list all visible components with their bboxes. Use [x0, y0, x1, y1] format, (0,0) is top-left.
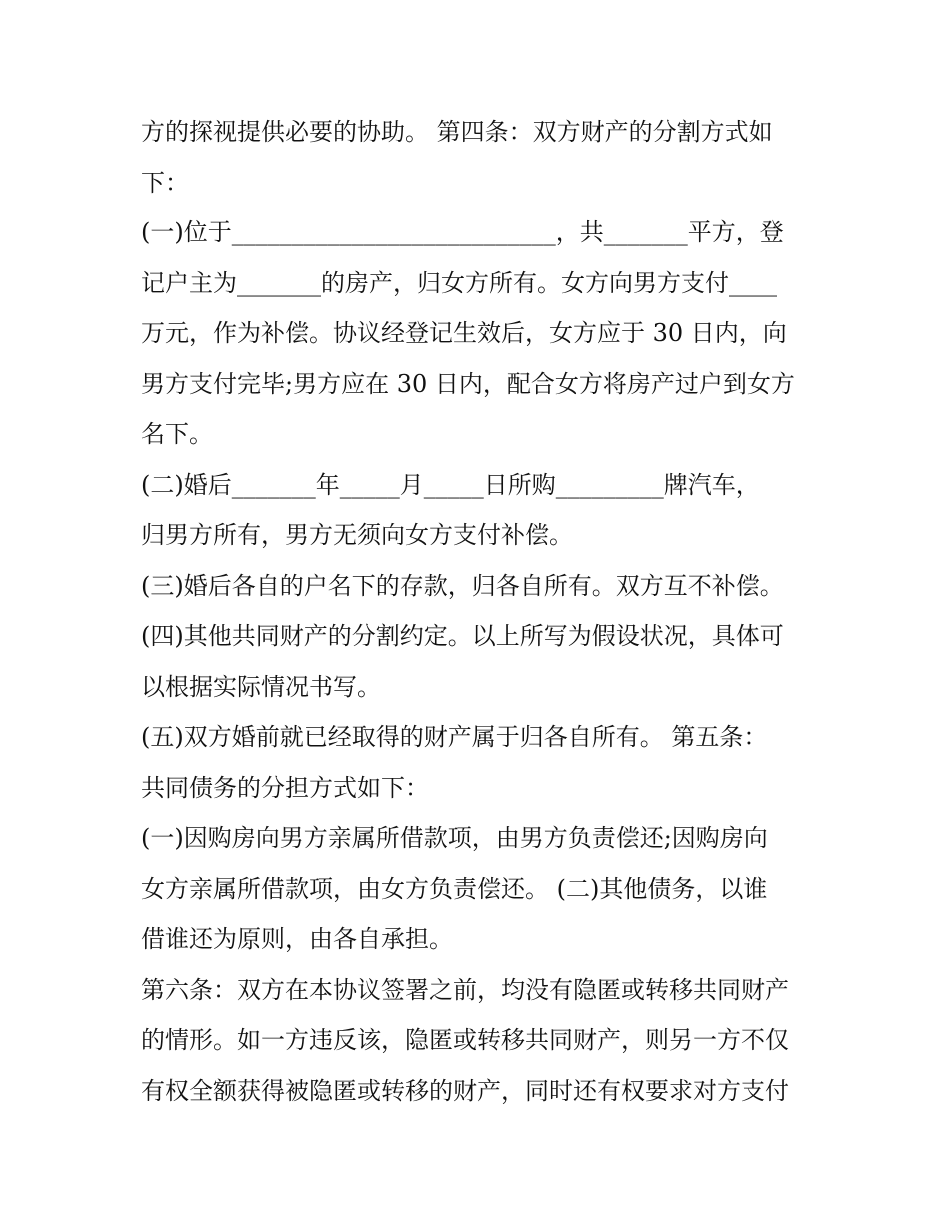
text-line: 男方支付完毕;男方应在 30 日内，配合女方将房产过户到女方 — [141, 370, 795, 398]
text-line: 第六条：双方在本协议签署之前，均没有隐匿或转移共同财产 — [141, 976, 789, 1004]
text-line: 万元，作为补偿。协议经登记生效后，女方应于 30 日内，向 — [141, 319, 787, 347]
text-line: 下： — [141, 169, 189, 197]
text-line: 归男方所有，男方无须向女方支付补偿。 — [141, 521, 573, 549]
text-line: (四)其他共同财产的分割约定。以上所写为假设状况，具体可 — [141, 622, 784, 650]
text-line: 借谁还为原则，由各自承担。 — [141, 925, 453, 953]
text-line: (五)双方婚前就已经取得的财产属于归各自所有。 第五条： — [141, 723, 768, 751]
text-line: 方的探视提供必要的协助。 第四条：双方财产的分割方式如 — [141, 118, 773, 146]
text-line: (一)位于___________________________，共_______平方，登 — [141, 218, 784, 246]
text-line: (一)因购房向男方亲属所借款项，由男方负责偿还;因购房向 — [141, 824, 768, 852]
text-line: 的情形。如一方违反该，隐匿或转移共同财产，则另一方不仅 — [141, 1026, 789, 1054]
text-line: 以根据实际情况书写。 — [141, 673, 381, 701]
text-line: (二)婚后_______年_____月_____日所购_________牌汽车， — [141, 471, 760, 499]
text-line: 共同债务的分担方式如下： — [141, 774, 429, 802]
text-line: 女方亲属所借款项，由女方负责偿还。 (二)其他债务，以谁 — [141, 875, 768, 903]
text-line: 有权全额获得被隐匿或转移的财产，同时还有权要求对方支付 — [141, 1077, 789, 1105]
text-line: 记户主为_______的房产，归女方所有。女方向男方支付____ — [141, 269, 777, 297]
text-line: 名下。 — [141, 420, 213, 448]
text-line: (三)婚后各自的户名下的存款，归各自所有。双方互不补偿。 — [141, 572, 784, 600]
